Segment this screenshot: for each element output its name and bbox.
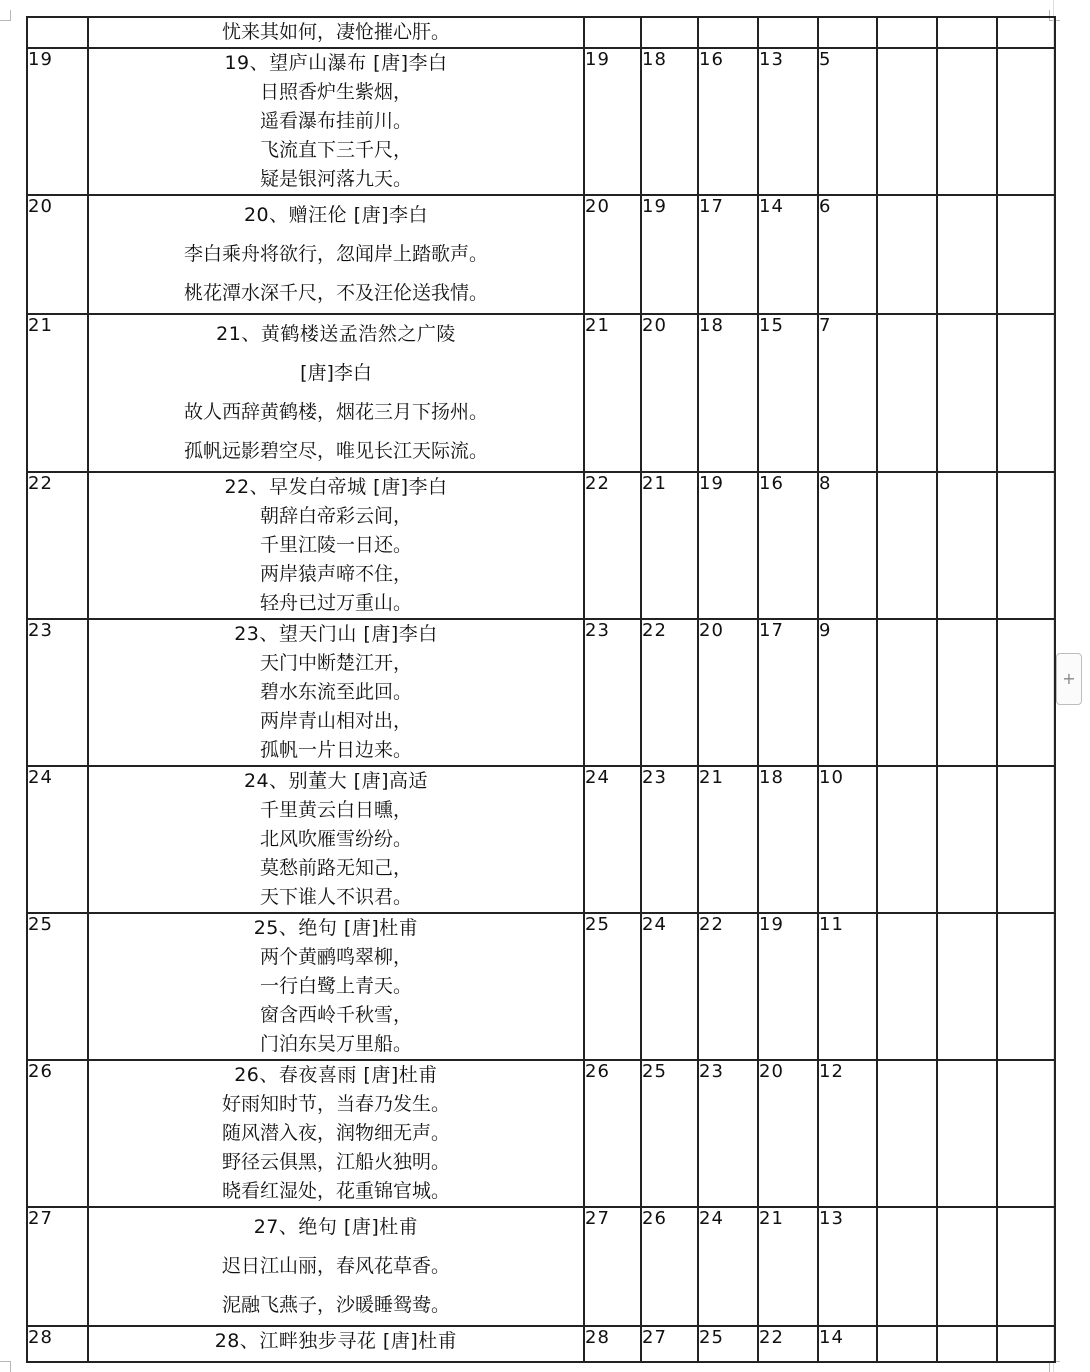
review-cell: 6 (818, 195, 877, 314)
poem-title: 19、望庐山瀑布 [唐]李白 (224, 52, 448, 74)
poem-line: 孤帆远影碧空尽，唯见长江天际流。 (183, 440, 488, 462)
review-cell: 17 (698, 195, 758, 314)
review-cell: 7 (818, 314, 877, 472)
review-cell (877, 195, 937, 314)
row-index: 28 (27, 1326, 88, 1362)
review-cell: 27 (584, 1207, 641, 1326)
poem-line: 遥看瀑布挂前川。 (259, 110, 412, 132)
review-cell: 16 (698, 48, 758, 195)
poem-line: 两岸青山相对出， (259, 710, 412, 732)
review-cell: 13 (758, 48, 818, 195)
review-cell: 20 (641, 314, 698, 472)
review-cell: 21 (584, 314, 641, 472)
review-cell: 18 (641, 48, 698, 195)
table-row (27, 1326, 1055, 1362)
review-cell (997, 195, 1055, 314)
poem-line: 日照香炉生紫烟， (259, 81, 412, 103)
review-cell: 22 (584, 472, 641, 619)
table-body (27, 17, 1055, 1362)
review-cell: 25 (641, 1060, 698, 1207)
review-cell: 24 (641, 913, 698, 1060)
poem-line: 莫愁前路无知己， (259, 857, 412, 879)
review-cell: 23 (584, 619, 641, 766)
review-cell: 20 (584, 195, 641, 314)
review-cell (997, 913, 1055, 1060)
row-index: 22 (27, 472, 88, 619)
review-cell: 25 (584, 913, 641, 1060)
poem-line: 李白乘舟将欲行，忽闻岸上踏歌声。 (183, 243, 488, 265)
review-cell (997, 1326, 1055, 1362)
poem-cell (88, 48, 584, 195)
poem-line: 北风吹雁雪纷纷。 (259, 828, 412, 850)
review-cell (877, 48, 937, 195)
row-index: 25 (27, 913, 88, 1060)
poem-line: [唐]李白 (300, 362, 372, 384)
index-cell (27, 17, 88, 48)
review-cell: 23 (698, 1060, 758, 1207)
review-cell: 26 (641, 1207, 698, 1326)
poem-line: 窗含西岭千秋雪， (259, 1004, 412, 1026)
review-cell: 24 (698, 1207, 758, 1326)
review-cell (937, 314, 997, 472)
review-cell (937, 766, 997, 913)
table-row (27, 913, 1055, 1060)
review-cell: 10 (818, 766, 877, 913)
review-cell: 14 (758, 195, 818, 314)
table-row (27, 48, 1055, 195)
review-cell (584, 17, 641, 48)
review-cell: 22 (758, 1326, 818, 1362)
page-corner-top-left (0, 10, 11, 21)
review-cell: 18 (698, 314, 758, 472)
poem-title: 27、绝句 [唐]杜甫 (253, 1216, 419, 1238)
review-cell (937, 17, 997, 48)
review-cell (698, 17, 758, 48)
review-cell: 27 (641, 1326, 698, 1362)
review-cell: 19 (641, 195, 698, 314)
review-cell: 21 (758, 1207, 818, 1326)
poem-line: 孤帆一片日边来。 (259, 739, 412, 761)
review-cell: 24 (584, 766, 641, 913)
review-cell (877, 314, 937, 472)
review-cell (997, 619, 1055, 766)
row-index: 23 (27, 619, 88, 766)
review-cell (937, 472, 997, 619)
review-cell: 26 (584, 1060, 641, 1207)
poem-cell (88, 619, 584, 766)
review-cell (997, 48, 1055, 195)
review-cell: 23 (641, 766, 698, 913)
review-cell: 19 (758, 913, 818, 1060)
review-cell: 19 (584, 48, 641, 195)
review-cell (641, 17, 698, 48)
review-cell: 20 (698, 619, 758, 766)
poem-line: 迟日江山丽，春风花草香。 (221, 1255, 450, 1277)
poem-cell (88, 913, 584, 1060)
poem-cell (88, 1326, 584, 1362)
review-cell (937, 619, 997, 766)
review-cell (877, 17, 937, 48)
review-cell (997, 314, 1055, 472)
review-cell: 14 (818, 1326, 877, 1362)
review-cell: 21 (698, 766, 758, 913)
row-index: 24 (27, 766, 88, 913)
poem-title: 25、绝句 [唐]杜甫 (253, 917, 419, 939)
review-cell: 22 (698, 913, 758, 1060)
review-cell: 28 (584, 1326, 641, 1362)
poem-line: 飞流直下三千尺， (259, 139, 412, 161)
table-row (27, 766, 1055, 913)
review-cell (818, 17, 877, 48)
review-cell: 25 (698, 1326, 758, 1362)
review-cell (937, 1060, 997, 1207)
poem-review-table (26, 16, 1056, 1363)
plus-icon[interactable]: + (1056, 653, 1082, 705)
poem-line: 故人西辞黄鹤楼，烟花三月下扬州。 (183, 401, 488, 423)
review-cell (937, 195, 997, 314)
poem-line: 晓看红湿处，花重锦官城。 (221, 1180, 450, 1202)
table-row (27, 1207, 1055, 1326)
review-cell (937, 48, 997, 195)
review-cell: 13 (818, 1207, 877, 1326)
row-index: 27 (27, 1207, 88, 1326)
poem-line: 野径云俱黑，江船火独明。 (221, 1151, 450, 1173)
table-row (27, 195, 1055, 314)
poem-line: 好雨知时节，当春乃发生。 (221, 1093, 450, 1115)
poem-line: 随风潜入夜，润物细无声。 (221, 1122, 450, 1144)
poem-line: 门泊东吴万里船。 (259, 1033, 412, 1055)
review-cell: 9 (818, 619, 877, 766)
poem-title: 23、望天门山 [唐]李白 (234, 623, 438, 645)
poem-title: 20、赠汪伦 [唐]李白 (243, 204, 429, 226)
poem-line: 一行白鹭上青天。 (259, 975, 412, 997)
poem-title: 21、黄鹤楼送孟浩然之广陵 (216, 323, 456, 345)
review-cell (758, 17, 818, 48)
poem-title: 22、早发白帝城 [唐]李白 (224, 476, 448, 498)
review-cell: 8 (818, 472, 877, 619)
review-cell: 11 (818, 913, 877, 1060)
review-cell: 19 (698, 472, 758, 619)
table-row (27, 472, 1055, 619)
poem-cell (88, 472, 584, 619)
review-cell: 16 (758, 472, 818, 619)
poem-cell (88, 17, 584, 48)
review-cell (937, 1207, 997, 1326)
row-index: 26 (27, 1060, 88, 1207)
poem-line: 忧来其如何，凄怆摧心肝。 (221, 21, 450, 43)
row-index: 20 (27, 195, 88, 314)
table-row (27, 1060, 1055, 1207)
poem-line: 两个黄鹂鸣翠柳， (259, 946, 412, 968)
table-row (27, 619, 1055, 766)
review-cell: 12 (818, 1060, 877, 1207)
review-cell (877, 472, 937, 619)
review-cell (877, 1207, 937, 1326)
review-cell: 5 (818, 48, 877, 195)
review-cell: 20 (758, 1060, 818, 1207)
review-cell: 15 (758, 314, 818, 472)
review-cell: 17 (758, 619, 818, 766)
poem-line: 碧水东流至此回。 (259, 681, 412, 703)
table-row (27, 314, 1055, 472)
poem-line: 两岸猿声啼不住， (259, 563, 412, 585)
poem-line: 天下谁人不识君。 (259, 886, 412, 908)
poem-title: 24、别董大 [唐]高适 (243, 770, 429, 792)
review-cell (877, 619, 937, 766)
poem-title: 28、江畔独步寻花 [唐]杜甫 (214, 1330, 458, 1352)
poem-line: 朝辞白帝彩云间， (259, 505, 412, 527)
review-cell (997, 1207, 1055, 1326)
poem-line: 桃花潭水深千尺，不及汪伦送我情。 (183, 282, 488, 304)
review-cell (997, 766, 1055, 913)
poem-line: 天门中断楚江开， (259, 652, 412, 674)
poem-line: 疑是银河落九天。 (259, 168, 412, 190)
poem-line: 千里江陵一日还。 (259, 534, 412, 556)
review-cell (997, 1060, 1055, 1207)
poem-cell (88, 1207, 584, 1326)
review-cell (997, 17, 1055, 48)
table-row-continued (27, 17, 1055, 48)
poem-line: 千里黄云白日曛， (259, 799, 412, 821)
poem-line: 泥融飞燕子，沙暖睡鸳鸯。 (221, 1294, 450, 1316)
review-cell (877, 1060, 937, 1207)
poem-line: 轻舟已过万重山。 (259, 592, 412, 614)
review-cell (997, 472, 1055, 619)
review-cell: 18 (758, 766, 818, 913)
poem-cell (88, 314, 584, 472)
review-cell (877, 766, 937, 913)
poem-title: 26、春夜喜雨 [唐]杜甫 (234, 1064, 438, 1086)
review-cell (937, 913, 997, 1060)
page-corner-bottom-left (0, 1361, 11, 1372)
review-cell: 21 (641, 472, 698, 619)
poem-cell (88, 195, 584, 314)
review-cell: 22 (641, 619, 698, 766)
poem-cell (88, 1060, 584, 1207)
review-cell (877, 1326, 937, 1362)
row-index: 21 (27, 314, 88, 472)
row-index: 19 (27, 48, 88, 195)
review-cell (877, 913, 937, 1060)
poem-cell (88, 766, 584, 913)
review-cell (937, 1326, 997, 1362)
